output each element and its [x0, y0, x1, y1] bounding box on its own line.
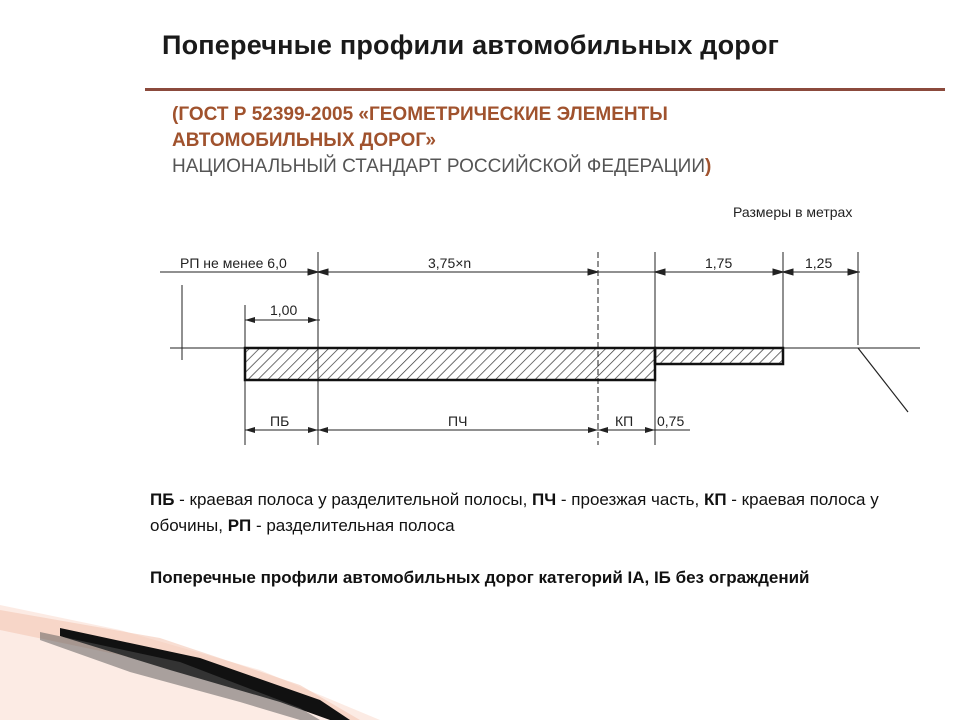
- legend-kp-text: - краевая полоса у обочины,: [150, 490, 879, 535]
- carriageway-pavement: [245, 348, 655, 380]
- legend-rp-term: РП: [227, 516, 252, 535]
- label-pch: ПЧ: [448, 413, 468, 429]
- abbreviation-legend: [150, 487, 890, 539]
- subtitle-line-3: [172, 154, 912, 180]
- dim-125-label: 1,25: [805, 255, 833, 271]
- dim-075-label: 0,75: [657, 413, 685, 429]
- diagram-caption: Поперечные профили автомобильных дорог категорий IA, IБ без ограждений: [150, 568, 810, 587]
- label-pb: ПБ: [270, 413, 290, 429]
- subtitle-close-paren: ): [705, 156, 712, 177]
- dim-100-arrow-right: [308, 317, 318, 323]
- legend-pch-text: - проезжая часть,: [556, 490, 704, 509]
- legend-pch-term: ПЧ: [532, 490, 557, 509]
- legend-kp-term: КП: [703, 490, 727, 509]
- title-divider: [145, 88, 945, 91]
- legend-rp-text: - разделительная полоса: [251, 516, 455, 535]
- label-kp: КП: [615, 413, 634, 429]
- decorative-swoosh: [0, 590, 960, 720]
- subtitle-line-3-text: НАЦИОНАЛЬНЫЙ СТАНДАРТ РОССИЙСКОЙ ФЕДЕРАЦИИ: [172, 156, 705, 177]
- subtitle-line-1: (ГОСТ Р 52399-2005 «ГЕОМЕТРИЧЕСКИЕ ЭЛЕМЕНТЫ: [172, 104, 668, 125]
- legend-pb-term: ПБ: [150, 490, 175, 509]
- shoulder-pavement: [655, 348, 783, 364]
- subtitle-line-2: АВТОМОБИЛЬНЫХ ДОРОГ»: [172, 130, 436, 151]
- legend-pb-text: - краевая полоса у разделительной полосы,: [174, 490, 533, 509]
- dim-175-label: 1,75: [705, 255, 733, 271]
- road-cross-section-diagram: [150, 190, 930, 460]
- units-note: Размеры в метрах: [733, 204, 853, 220]
- embankment-slope: [858, 348, 908, 412]
- dim-rp-label: РП не менее 6,0: [180, 255, 287, 271]
- standard-reference: [172, 102, 912, 180]
- dim-100-label: 1,00: [270, 302, 298, 318]
- slide-title: Поперечные профили автомобильных дорог: [162, 30, 780, 60]
- dim-100-arrow-left: [245, 317, 255, 323]
- dim-lanes-label: 3,75×n: [428, 255, 472, 271]
